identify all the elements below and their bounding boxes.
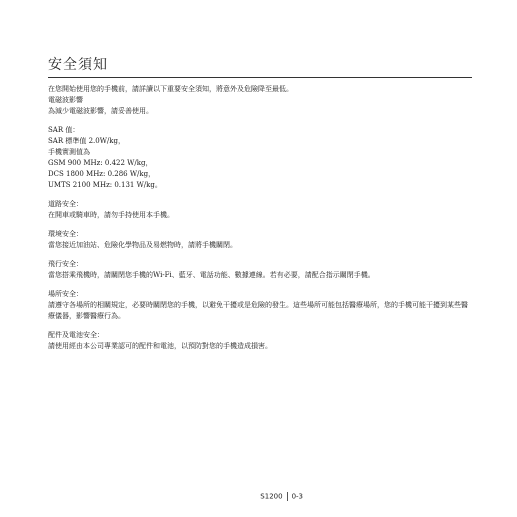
section-flight-safety (48, 259, 472, 281)
section-line: SAR 標準值 2.0W/kg， (48, 137, 125, 145)
section-heading: 飛行安全： (48, 260, 83, 268)
safety-content (48, 84, 472, 352)
section-line: 在開車或騎車時，請勿手持使用本手機。 (48, 211, 174, 219)
section-heading: 道路安全： (48, 200, 83, 208)
section-heading: 電磁波影響 (48, 96, 83, 104)
section-line: 當您搭乘飛機時，請關閉您手機的Wi-Fi、藍牙、電話功能、數據連線。若有必要，請配合指示關閉手機。 (48, 271, 375, 279)
footer-separator (287, 492, 288, 501)
section-line: 為減少電磁波影響，請妥善使用。 (48, 107, 153, 115)
page-title: 安全須知 (48, 57, 108, 73)
section-line: UMTS 2100 MHz: 0.131 W/kg。 (48, 181, 162, 189)
title-divider (48, 77, 472, 78)
section-line: 請使用經由本公司專業認可的配件和電池，以預防對您的手機造成損害。 (48, 342, 272, 350)
intro-text: 在您開始使用您的手機前，請詳讀以下重要安全須知，將意外及危險降至最低。 (48, 85, 293, 93)
section-line: 當您接近加油站、危險化學物品及易燃物時，請將手機關閉。 (48, 241, 237, 249)
section-heading: 配件及電池安全： (48, 331, 104, 339)
section-line: 請遵守各場所的相關規定，必要時關閉您的手機，以避免干擾或是危險的發生。這些場所可能包括醫療場所，您的手機可能干擾到某些醫療儀器，影響醫療行為。 (48, 301, 468, 320)
section-emf (48, 95, 472, 117)
section-line: GSM 900 MHz: 0.422 W/kg， (48, 159, 153, 167)
section-heading: 場所安全： (48, 290, 83, 298)
section-sar (48, 125, 472, 191)
section-accessory-safety (48, 330, 472, 352)
section-line: DCS 1800 MHz: 0.286 W/kg， (48, 170, 156, 178)
section-road-safety (48, 199, 472, 221)
section-heading: SAR 值： (48, 126, 80, 134)
section-line: 手機實測值為 (48, 148, 90, 156)
section-environment-safety (48, 229, 472, 251)
section-venue-safety (48, 289, 472, 322)
model-number: S1200 (260, 492, 283, 501)
section-heading: 環境安全： (48, 230, 83, 238)
page-number: 0-3 (291, 492, 303, 501)
page-footer (0, 492, 303, 501)
